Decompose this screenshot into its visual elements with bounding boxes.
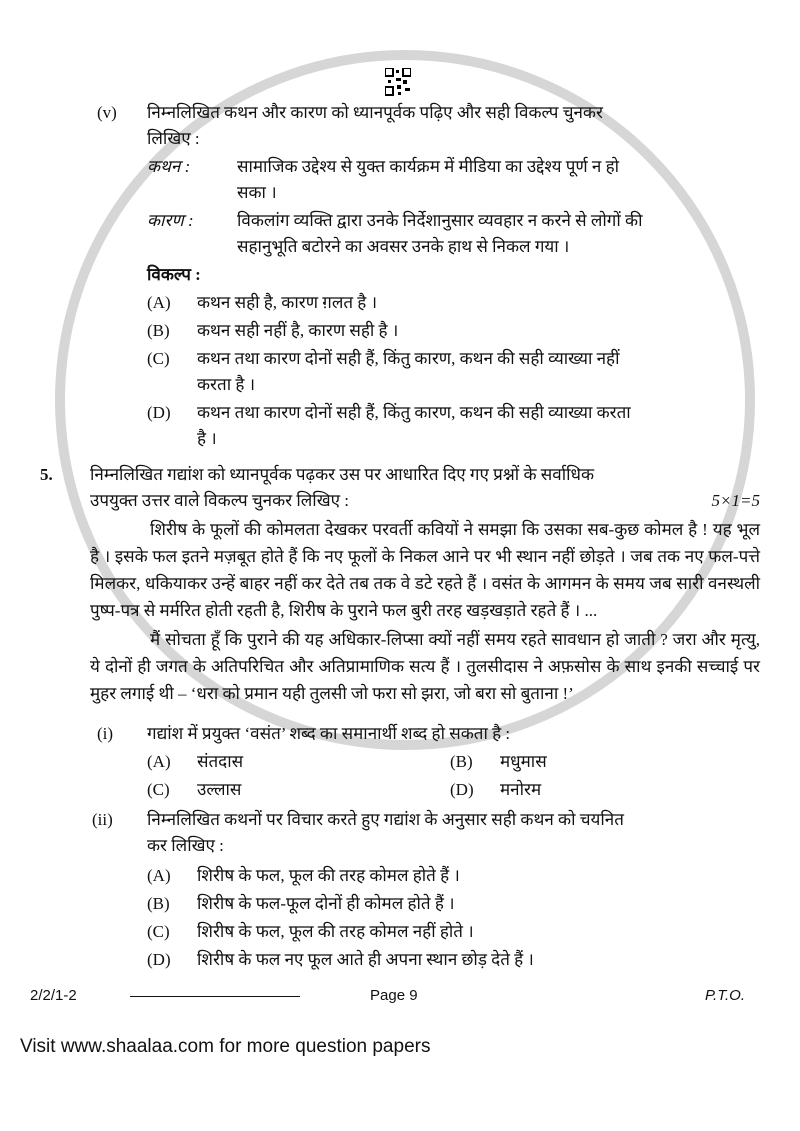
footer-rule — [130, 996, 300, 997]
assertion-text: सका । — [237, 183, 277, 202]
reason-text: सहानुभूति बटोरने का अवसर उनके हाथ से निकल गया । — [237, 237, 570, 256]
passage-line: स्थान नहीं छोड़ते । जब तक नए फल-पत्ते मिलकर, धकियाकर उन्हें बाहर नहीं कर देते तब — [90, 547, 760, 593]
question-number: (ii) — [92, 810, 113, 829]
reason-label: कारण : — [147, 211, 194, 230]
passage-line: शिरीष के फूलों की कोमलता देखकर परवर्ती कवियों ने समझा कि उसका सब-कुछ — [150, 520, 640, 539]
question-text: निम्नलिखित गद्यांश को ध्यानपूर्वक पढ़कर उस पर आधारित दिए गए प्रश्नों के सर्वाधिक — [90, 465, 595, 484]
option-label: (A) — [147, 293, 171, 312]
option-label: (B) — [147, 321, 170, 340]
option-text: कथन तथा कारण दोनों सही हैं, किंतु कारण, कथन की सही व्याख्या करता — [197, 403, 631, 422]
question-text: लिखिए : — [147, 129, 200, 148]
question-number: (i) — [97, 724, 114, 743]
option-label: (A) — [147, 866, 171, 885]
question-number: (v) — [97, 103, 117, 122]
option-label: (D) — [147, 950, 171, 969]
option-label: (D) — [147, 403, 171, 422]
question-text: निम्नलिखित कथनों पर विचार करते हुए गद्यांश के अनुसार सही कथन को चयनित — [147, 810, 624, 829]
passage-line: रहती है, शिरीष के पुराने फल बुरी तरह खड़खड़ाते रहते हैं । ... — [236, 601, 598, 620]
passage-line: मैं सोचता हूँ कि पुराने की यह अधिकार-लिप्सा क्यों नहीं समय रहते सावधान हो — [150, 630, 620, 649]
reason-text: विकलांग व्यक्ति द्वारा उनके निर्देशानुसार व्यवहार न करने से लोगों की — [237, 211, 643, 230]
option-text: संतदास — [197, 752, 244, 771]
option-label: (C) — [147, 349, 170, 368]
option-label: (B) — [147, 894, 170, 913]
passage-line: कोमल है ! यह भूल है । इसके फल इतने मज़बूत होते हैं कि नए फूलों के निकल आने पर भी — [90, 520, 760, 566]
passage-paragraph — [90, 626, 760, 707]
option-text: कथन सही नहीं है, कारण सही है । — [197, 321, 399, 340]
option-text: कथन तथा कारण दोनों सही हैं, किंतु कारण, कथन की सही व्याख्या नहीं — [197, 349, 620, 368]
passage-line: तुलसी जो फरा सो झरा, जो बरा सो बुताना !’ — [309, 684, 574, 703]
page-number: Page 9 — [370, 987, 418, 1004]
passage-line: तुलसीदास ने अफ़सोस के साथ इनकी सच्चाई पर मुहर लगाई थी – ‘धरा को प्रमान यही — [90, 657, 760, 703]
assertion-label: कथन : — [147, 157, 191, 176]
question-text: निम्नलिखित कथन और कारण को ध्यानपूर्वक पढ़िए और सही विकल्प चुनकर — [147, 103, 603, 122]
options-heading: विकल्प : — [147, 265, 201, 284]
marks: 5×1=5 — [711, 491, 760, 510]
option-text: कथन सही है, कारण ग़लत है । — [197, 293, 378, 312]
question-text: गद्यांश में प्रयुक्त ‘वसंत’ शब्द का समानार्थी शब्द हो सकता है : — [147, 724, 511, 743]
option-text: मनोरम — [500, 780, 542, 799]
passage-line: जाती ? जरा और मृत्यु, ये दोनों ही जगत के अतिपरिचित और अतिप्रामाणिक सत्य हैं । — [90, 630, 760, 676]
option-text: शिरीष के फल-फूल दोनों ही कोमल होते हैं । — [197, 894, 455, 913]
question-number: 5. — [40, 465, 53, 484]
question-text: कर लिखिए : — [147, 836, 224, 855]
option-text: उल्लास — [197, 780, 242, 799]
option-text: है । — [197, 429, 217, 448]
question-text: उपयुक्त उत्तर वाले विकल्प चुनकर लिखिए : — [90, 491, 349, 510]
passage-line: तक वे डटे रहते हैं । वसंत के आगमन के समय जब सारी वनस्थली पुष्प-पत्र से मर्मरित होती — [90, 574, 761, 620]
passage-paragraph — [90, 516, 760, 624]
option-label: (D) — [450, 780, 474, 799]
option-text: शिरीष के फल, फूल की तरह कोमल होते हैं । — [197, 866, 460, 885]
option-text: करता है । — [197, 375, 256, 394]
option-label: (A) — [147, 752, 171, 771]
shaalaa-link[interactable]: Visit www.shaalaa.com for more question papers — [20, 1036, 431, 1057]
option-text: मधुमास — [500, 752, 547, 771]
pto-label: P.T.O. — [704, 987, 745, 1004]
question-5 — [40, 462, 760, 973]
option-label: (C) — [147, 922, 170, 941]
assertion-text: सामाजिक उद्देश्य से युक्त कार्यक्रम में मीडिया का उद्देश्य पूर्ण न हो — [237, 157, 620, 176]
option-label: (B) — [450, 752, 473, 771]
paper-code: 2/2/1-2 — [30, 987, 77, 1004]
question-v — [97, 100, 717, 452]
option-label: (C) — [147, 780, 170, 799]
page-footer — [30, 985, 770, 1007]
option-text: शिरीष के फल, फूल की तरह कोमल नहीं होते । — [197, 922, 474, 941]
option-text: शिरीष के फल नए फूल आते ही अपना स्थान छोड़ देते हैं । — [197, 950, 534, 969]
